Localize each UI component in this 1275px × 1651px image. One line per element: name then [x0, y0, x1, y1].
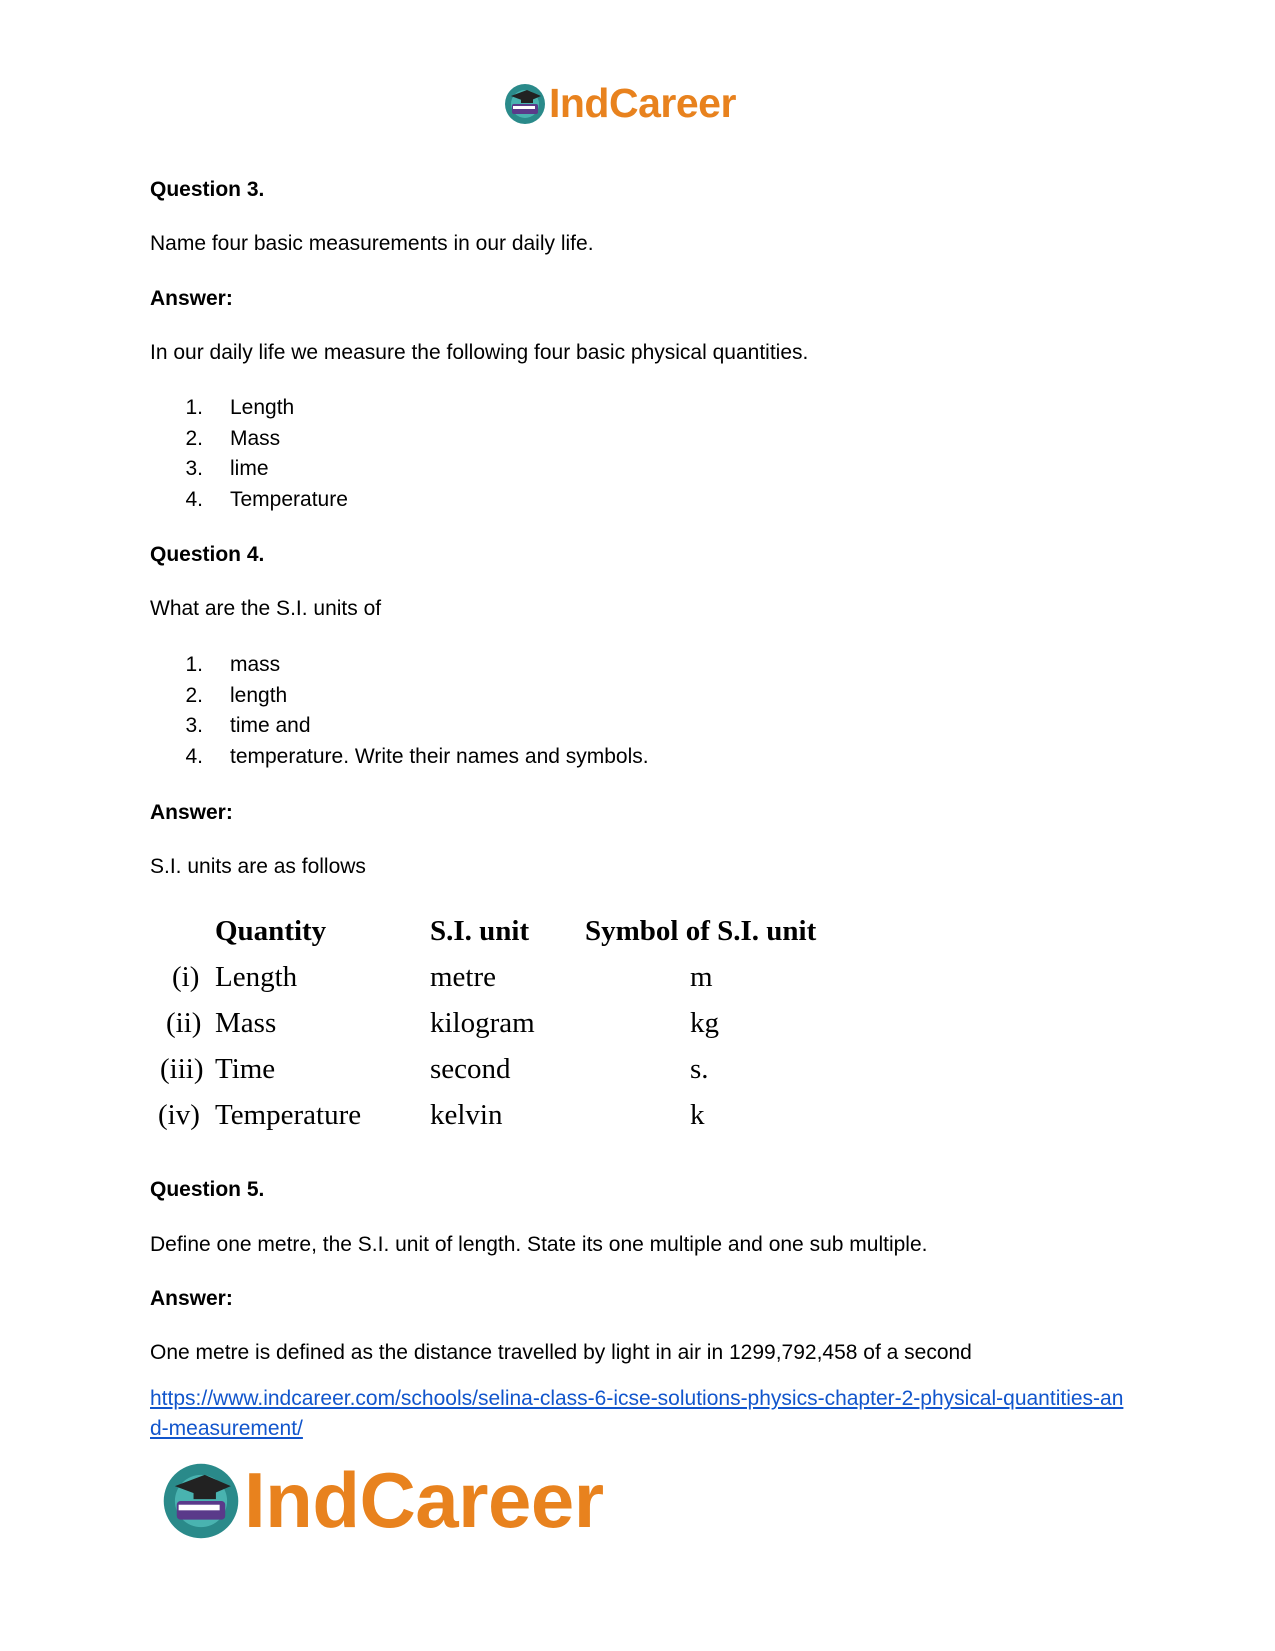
question-3-answer-label: Answer:	[150, 287, 233, 310]
list-item: 4. Temperature	[185, 487, 348, 511]
list-item: 3. time and	[185, 714, 311, 737]
footer-logo-text: IndCareer	[244, 1456, 604, 1544]
list-item: 1. mass	[185, 653, 281, 676]
question-4-text: What are the S.I. units of	[150, 597, 382, 620]
footer-logo	[160, 1455, 604, 1546]
graduation-globe-icon	[503, 82, 547, 126]
list-item: 2. Mass	[185, 426, 281, 450]
list-item: 2. length	[185, 683, 288, 707]
question-3-text: Name four basic measurements in our daily life.	[150, 232, 594, 255]
logo-text: IndCareer	[549, 80, 736, 126]
header-quantity: Quantity	[215, 915, 327, 947]
header-symbol: Symbol of S.I. unit	[585, 915, 817, 947]
question-3-title: Question 3.	[150, 178, 265, 201]
question-4-answer-intro: S.I. units are as follows	[150, 855, 366, 878]
question-5-text: Define one metre, the S.I. unit of length. State its one multiple and one sub multiple.	[150, 1233, 928, 1256]
graduation-globe-icon	[160, 1460, 242, 1542]
question-4-title: Question 4.	[150, 543, 265, 566]
question-3-answer-intro: In our daily life we measure the following four basic physical quantities.	[150, 341, 809, 364]
question-4-list	[150, 650, 649, 772]
list-item: 3. lime	[185, 457, 269, 480]
list-item: 1. Length	[185, 396, 295, 419]
question-3-list	[150, 393, 348, 515]
list-item: 4. temperature. Write their names and symbols.	[185, 744, 649, 768]
question-5-answer-text: One metre is defined as the distance travelled by light in air in 1299,792,458 of a second	[150, 1341, 972, 1364]
header-si-unit: S.I. unit	[430, 915, 530, 947]
question-4-answer-label: Answer:	[150, 801, 233, 824]
source-link[interactable]: https://www.indcareer.com/schools/selina-class-6-icse-solutions-physics-chapter-2-physical-quantities-and-measurement/	[150, 1387, 1124, 1440]
question-5-title: Question 5.	[150, 1178, 265, 1201]
header-logo	[503, 80, 736, 127]
question-5-answer-label: Answer:	[150, 1287, 233, 1310]
